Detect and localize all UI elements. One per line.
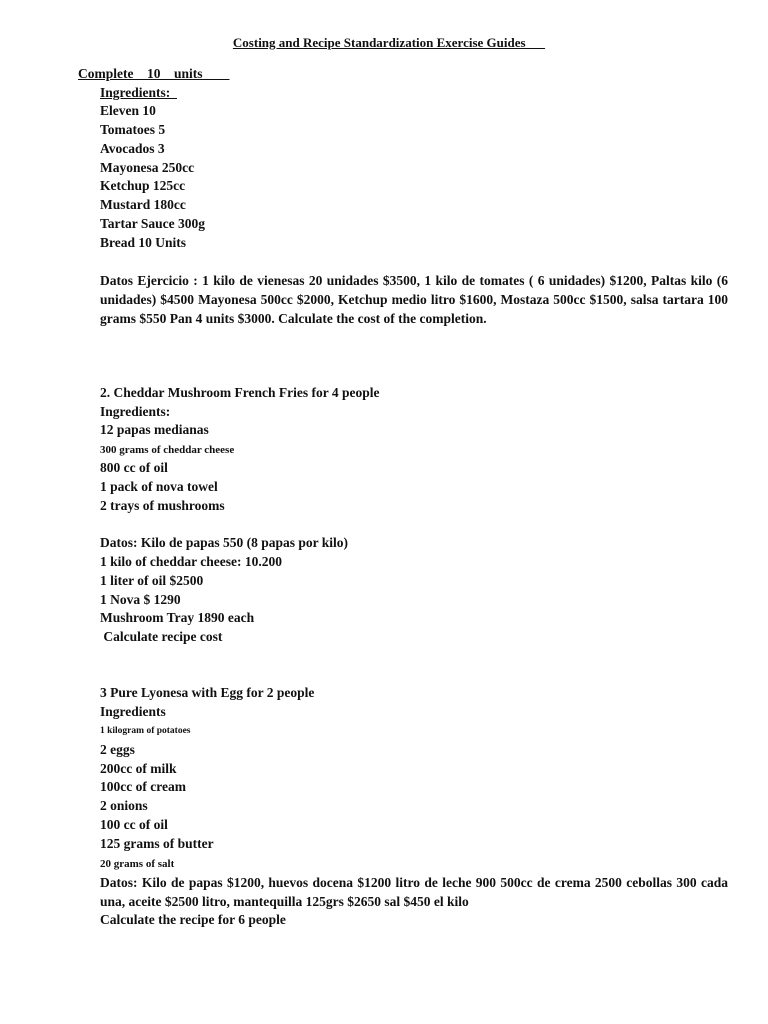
exercise2-heading: 2. Cheddar Mushroom French Fries for 4 people xyxy=(100,385,380,400)
exercise3-ingredient: 20 grams of salt xyxy=(100,858,175,870)
exercise1-ingredients-label: Ingredients: xyxy=(100,85,178,100)
exercise3-ingredient: 2 onions xyxy=(100,798,148,813)
exercise2-data-line: 1 Nova $ 1290 xyxy=(100,592,181,607)
exercise2-data-line: Mushroom Tray 1890 each xyxy=(100,610,255,625)
exercise3-ingredient: 2 eggs xyxy=(100,742,135,757)
exercise1-ingredient: Eleven 10 xyxy=(100,103,156,118)
exercise2-ingredient: 300 grams of cheddar cheese xyxy=(100,444,235,456)
exercise1-heading: Complete 10 units xyxy=(78,66,230,81)
exercise3-ingredients-label: Ingredients xyxy=(100,704,166,719)
exercise1-ingredient: Bread 10 Units xyxy=(100,235,187,250)
exercise2-ingredients-label: Ingredients: xyxy=(100,404,171,419)
exercise2-data-line: 1 kilo of cheddar cheese: 10.200 xyxy=(100,554,282,569)
exercise2-data-line: 1 liter of oil $2500 xyxy=(100,573,204,588)
exercise1-ingredient: Ketchup 125cc xyxy=(100,178,186,193)
document-title: Costing and Recipe Standardization Exercise Guides xyxy=(232,35,546,50)
exercise1-ingredient: Tartar Sauce 300g xyxy=(100,216,206,231)
exercise1-ingredient: Tomatoes 5 xyxy=(100,122,166,137)
exercise2-data-line: Calculate recipe cost xyxy=(100,629,223,644)
exercise3-ingredient: 200cc of milk xyxy=(100,761,177,776)
exercise3-ingredient: 100 cc of oil xyxy=(100,817,168,832)
exercise2-ingredient: 1 pack of nova towel xyxy=(100,479,218,494)
exercise3-final-line: Calculate the recipe for 6 people xyxy=(100,912,286,927)
exercise1-ingredient: Mayonesa 250cc xyxy=(100,160,195,175)
exercise3-ingredient: 125 grams of butter xyxy=(100,836,214,851)
exercise2-ingredient: 2 trays of mushrooms xyxy=(100,498,225,513)
exercise2-data-line: Datos: Kilo de papas 550 (8 papas por kilo) xyxy=(100,535,349,550)
exercise2-ingredient: 12 papas medianas xyxy=(100,422,209,437)
exercise2-ingredient: 800 cc of oil xyxy=(100,460,168,475)
exercise1-ingredient: Avocados 3 xyxy=(100,141,165,156)
exercise3-ingredient: 100cc of cream xyxy=(100,779,186,794)
exercise1-data-paragraph: Datos Ejercicio : 1 kilo de vienesas 20 unidades $3500, 1 kilo de tomates ( 6 unidades) $1200, Paltas kilo (6 unidades) $4500 Mayonesa 500cc $2000, Ketchup medio litro $1600, Mostaza 500cc $1500, salsa tartara 100 grams $550 Pan 4 units $3000. Calculate the cost of the completion. xyxy=(100,273,728,326)
exercise3-heading: 3 Pure Lyonesa with Egg for 2 people xyxy=(100,685,315,700)
exercise3-data-paragraph: Datos: Kilo de papas $1200, huevos docena $1200 litro de leche 900 500cc de crema 2500 cebollas 300 cada una, aceite $2500 litro, mantequilla 125grs $2650 sal $450 el kilo xyxy=(100,875,728,909)
exercise1-ingredient: Mustard 180cc xyxy=(100,197,186,212)
exercise3-ingredient: 1 kilogram of potatoes xyxy=(100,726,191,736)
